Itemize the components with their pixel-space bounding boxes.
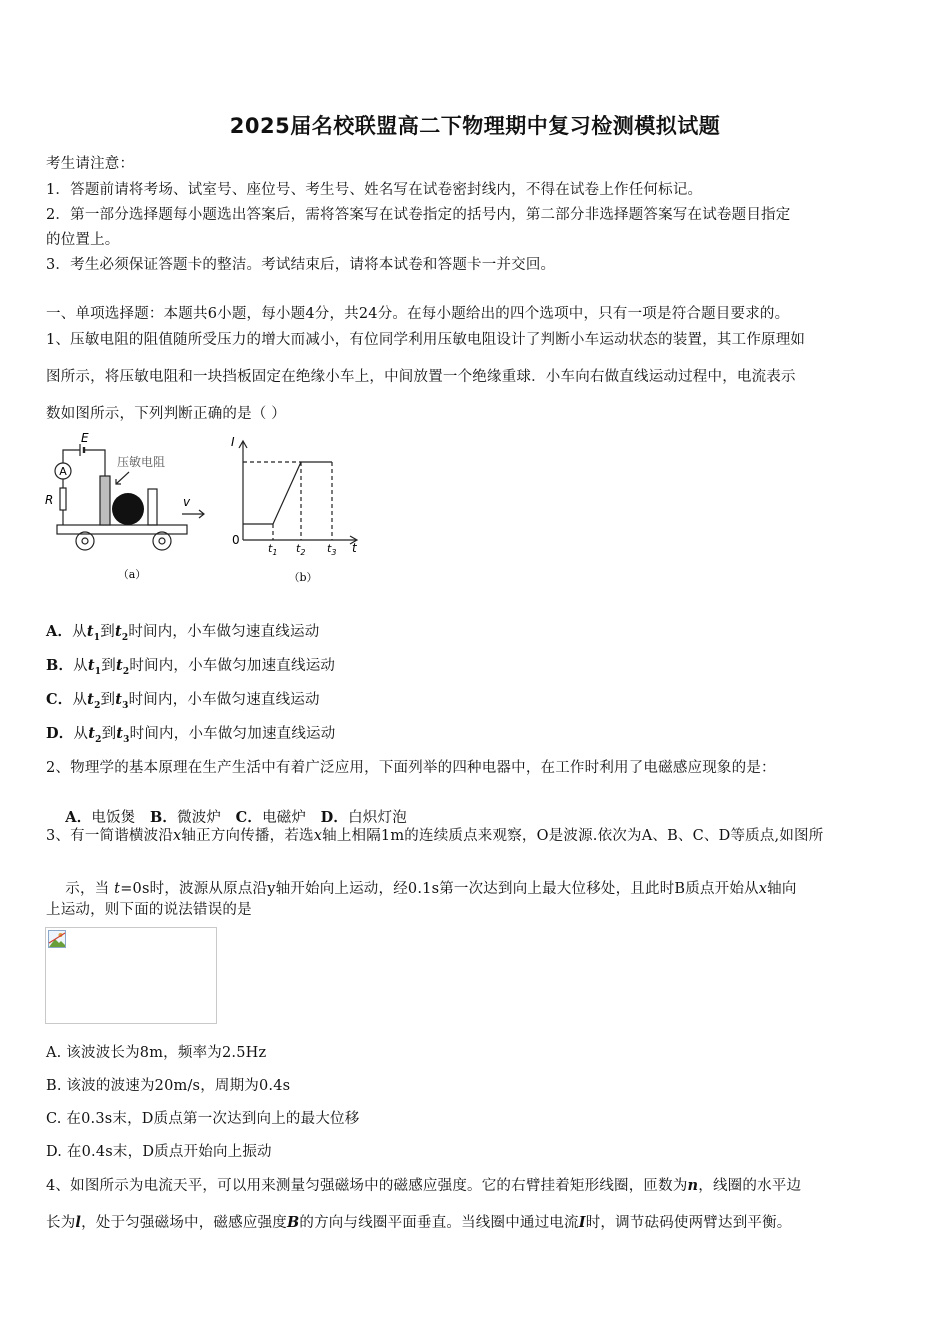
- notice-heading: 考生请注意：: [46, 156, 135, 172]
- q1-figure-b: [228, 430, 368, 590]
- origin-label: 0: [232, 533, 240, 547]
- emf-label: E: [81, 431, 89, 445]
- page-title: 2025届名校联盟高二下物理期中复习检测模拟试题: [229, 114, 721, 138]
- q3-option-c[interactable]: C. 在0.3s末，D质点第一次达到向上的最大位移: [46, 1111, 360, 1127]
- notice-item-2: 2．第一部分选择题每小题选出答案后，需将答案写在试卷指定的括号内，第二部分非选择题答案写在试卷题目指定: [46, 207, 791, 223]
- q3-stem-line2: 示，当 t=0s时，波源从原点沿y轴开始向上运动，经0.1s第一次达到向上最大位移处，且此时B质点开始从x轴向: [65, 881, 797, 897]
- ammeter-label: A: [59, 465, 67, 478]
- q3-option-a[interactable]: A. 该波波长为8m，频率为2.5Hz: [46, 1045, 267, 1061]
- axis-label-i: I: [231, 435, 235, 449]
- q4-stem-line2: 长为l，处于匀强磁场中，磁感应强度B的方向与线圈平面垂直。当线圈中通过电流I时，调节砝码使两臂达到平衡。: [46, 1214, 792, 1231]
- q1-stem-line1: 1、压敏电阻的阻值随所受压力的增大而减小，有位同学利用压敏电阻设计了判断小车运动状态的装置，其工作原理如: [46, 332, 806, 348]
- q1-stem-line3: 数如图所示，下列判断正确的是（ ）: [46, 406, 287, 422]
- q1-option-a[interactable]: A．从$t_1$到$t_2$时间内，小车做匀速直线运动: [46, 623, 320, 643]
- notice-item-3: 3．考生必须保证答题卡的整洁。考试结束后，请将本试卷和答题卡一并交回。: [46, 257, 556, 273]
- q2-option-b[interactable]: B．: [149, 809, 178, 826]
- section-heading: 一、单项选择题：本题共6小题，每小题4分，共24分。在每小题给出的四个选项中，只有一项是符合题目要求的。: [46, 306, 790, 322]
- q2-option-d[interactable]: D．: [320, 809, 349, 826]
- figure-b-caption: （b）: [288, 571, 318, 584]
- tick-t3: $t_3$: [327, 542, 337, 557]
- q2-stem: 2、物理学的基本原理在生产生活中有着广泛应用，下面列举的四种电器中，在工作时利用了电磁感应现象的是：: [46, 760, 776, 776]
- notice-item-1: 1．答题前请将考场、试室号、座位号、考生号、姓名写在试卷密封线内，不得在试卷上作任何标记。: [46, 182, 703, 198]
- q4-stem-line1: 4、如图所示为电流天平，可以用来测量匀强磁场中的磁感应强度。它的右臂挂着矩形线圈，匝数为n，线圈的水平边: [46, 1177, 802, 1194]
- q3-option-b[interactable]: B. 该波的波速为20m/s，周期为0.4s: [46, 1078, 291, 1094]
- figure-a-caption: （a）: [117, 568, 147, 581]
- tick-t2: $t_2$: [296, 542, 306, 557]
- pressure-sensor: [100, 476, 110, 525]
- tick-t1: $t_1$: [268, 542, 278, 557]
- q1-stem-line2: 图所示，将压敏电阻和一块挡板固定在绝缘小车上，中间放置一个绝缘重球．小车向右做直线运动过程中，电流表示: [46, 369, 796, 385]
- resistor-label: R: [45, 493, 54, 507]
- q3-stem-line1: 3、有一简谐横波沿x轴正方向传播，若选x轴上相隔1m的连续质点来观察，O是波源.依次为A、B、C、D等质点,如图所: [46, 828, 824, 844]
- axis-label-t: t: [352, 541, 357, 555]
- q2-options: A．电饭煲 B．微波炉 C．电磁炉 D．白炽灯泡: [65, 809, 407, 826]
- q3-option-d[interactable]: D. 在0.4s末，D质点开始向上振动: [46, 1144, 272, 1160]
- sensor-label: 压敏电阻: [117, 455, 166, 469]
- broken-image-icon: [48, 930, 66, 948]
- heavy-ball: [112, 493, 144, 525]
- broken-image-placeholder: [45, 927, 217, 1024]
- notice-item-2-cont: 的位置上。: [46, 232, 120, 248]
- q2-option-c[interactable]: C．: [235, 809, 263, 826]
- velocity-label: v: [183, 495, 191, 509]
- q1-option-d[interactable]: D．从$t_2$到$t_3$时间内，小车做匀加速直线运动: [46, 725, 336, 745]
- q1-option-b[interactable]: B．从$t_1$到$t_2$时间内，小车做匀加速直线运动: [46, 657, 336, 677]
- q1-figure-a: [40, 428, 215, 588]
- q3-stem-line3: 上运动，则下面的说法错误的是: [46, 902, 252, 918]
- q1-option-c[interactable]: C．从$t_2$到$t_3$时间内，小车做匀速直线运动: [46, 691, 320, 711]
- q2-option-a[interactable]: A．: [65, 809, 92, 826]
